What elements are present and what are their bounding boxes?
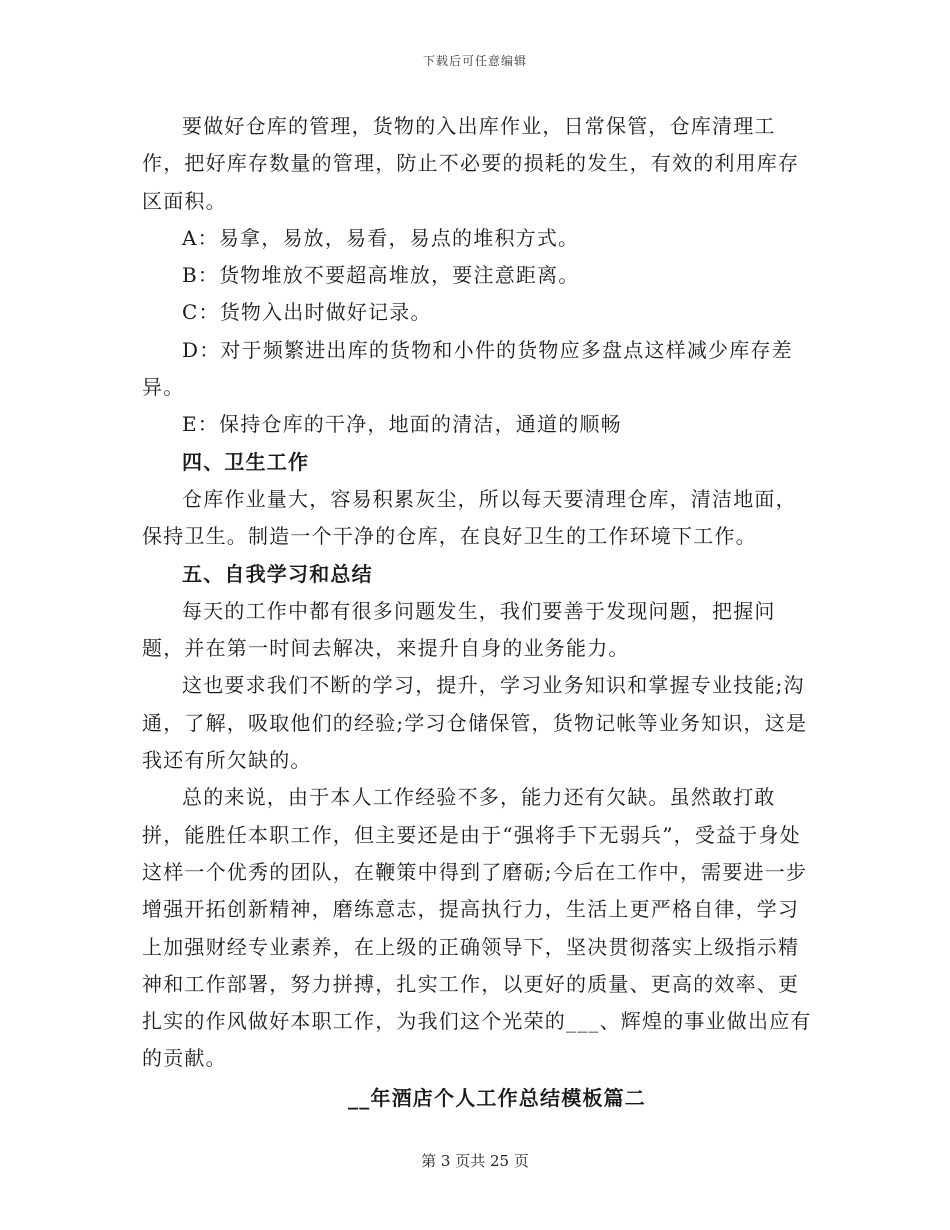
- list-item-a: A：易拿，易放，易看，易点的堆积方式。: [182, 225, 580, 250]
- paragraph-self-study-1: 每天的工作中都有很多问题发生，我们要善于发现问题，把握问题，并在第一时间去解决，来提升自身的业务能力。: [142, 598, 776, 661]
- document-body: [142, 108, 812, 1117]
- next-article-title: __年酒店个人工作总结模板篇二: [348, 1085, 646, 1110]
- list-item-b: B：货物堆放不要超高堆放，要注意距离。: [182, 263, 580, 288]
- section-heading-self-study: 五、自我学习和总结: [182, 561, 373, 586]
- paragraph-hygiene: 仓库作业量大，容易积累灰尘，所以每天要清理仓库，清洁地面，保持卫生。制造一个干净的仓库，在良好卫生的工作环境下工作。: [142, 486, 797, 549]
- paragraph-warehouse-management: 要做好仓库的管理，货物的入出库作业，日常保管，仓库清理工作，把好库存数量的管理，防止不必要的损耗的发生，有效的利用库存区面积。: [142, 114, 800, 213]
- section-heading-hygiene: 四、卫生工作: [182, 449, 310, 474]
- page-header-note: 下载后可任意编辑: [422, 54, 527, 68]
- paragraph-summary: 总的来说，由于本人工作经验不多，能力还有欠缺。虽然敢打敢拼，能胜任本职工作，但主要还是由于“强将手下无弱兵”，受益于身处这样一个优秀的团队，在鞭策中得到了磨砺;今后在工作中，需要进一步增强开拓创新精神，磨练意志，提高执行力，生活上更严格自律，学习上加强财经专业素养，在上级的正确领导下，坚决贯彻落实上级指示精神和工作部署，努力拼搏，扎实工作，以更好的质量、更高的效率、更扎实的作风做好本职工作，为我们这个光荣的___、辉煌的事业做出应有的贡献。: [142, 785, 812, 1071]
- paragraph-self-study-2: 这也要求我们不断的学习，提升，学习业务知识和掌握专业技能;沟通，了解，吸取他们的经验;学习仓储保管，货物记帐等业务知识，这是我还有所欠缺的。: [142, 673, 808, 773]
- page-number: 第 3 页共 25 页: [421, 1152, 529, 1170]
- list-item-e: E：保持仓库的干净，地面的清洁，通道的顺畅: [182, 412, 622, 437]
- list-item-c: C：货物入出时做好记录。: [182, 300, 432, 325]
- list-item-d: D：对于频繁进出库的货物和小件的货物应多盘点这样减少库存差异。: [142, 337, 793, 400]
